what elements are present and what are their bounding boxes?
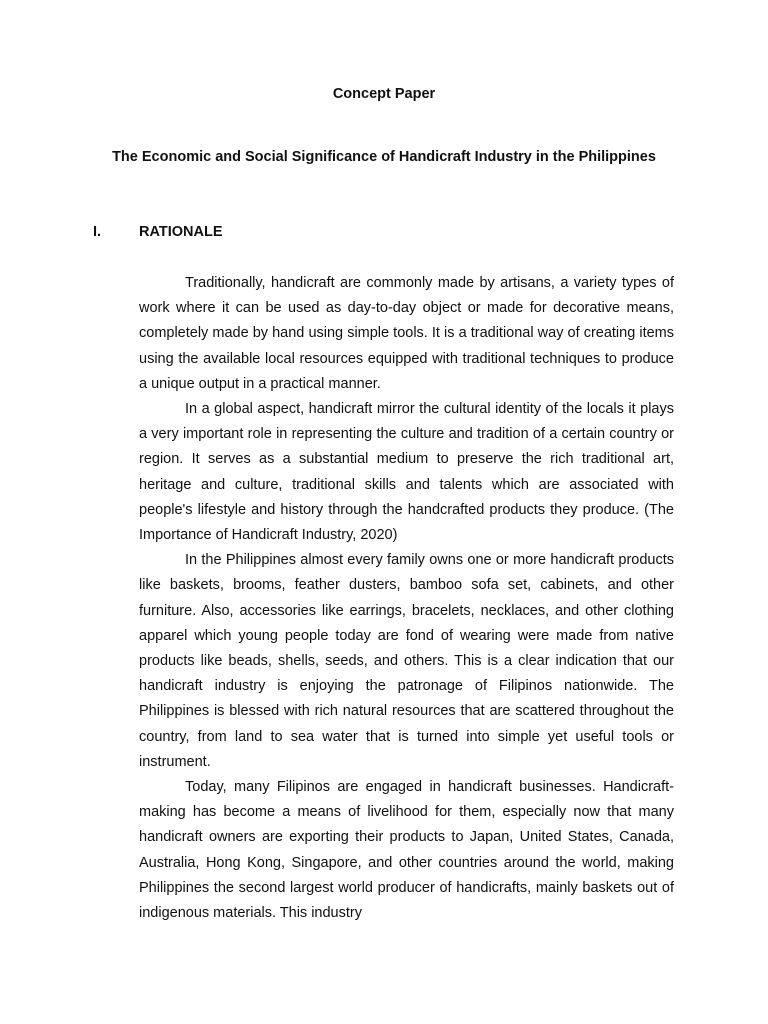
paragraph: Today, many Filipinos are engaged in handicraft businesses. Handicraft-making has become a means of livelihood for them, especially now that many handicraft owners are exporting their products to Japan, United States, Canada, Australia, Hong Kong, Singapore, and other countries around the world, making Philippines the second largest world producer of handicrafts, mainly baskets out of indigenous materials. This industry [139,779,674,922]
document-title: Concept Paper [332,86,436,102]
section-number: I. [93,224,102,240]
section-heading [93,224,393,240]
document-subtitle: The Economic and Social Significance of Handicraft Industry in the Philippines [112,149,656,165]
section-title: RATIONALE [139,224,223,240]
paragraph: In a global aspect, handicraft mirror the cultural identity of the locals it plays a very important role in representing the culture and tradition of a certain country or region. It serves as a substantial medium to preserve the rich traditional art, heritage and culture, traditional skills and talents which are associated with people's lifestyle and history through the handcrafted products they produce. (The Importance of Handicraft Industry, 2020) [139,401,674,544]
section-body [139,271,674,926]
paragraph: In the Philippines almost every family owns one or more handicraft products like baskets, brooms, feather dusters, bamboo sofa set, cabinets, and other furniture. Also, accessories like earrings, bracelets, necklaces, and other clothing apparel which young people today are fond of wearing were made from native products like beads, shells, seeds, and others. This is a clear indication that our handicraft industry is enjoying the patronage of Filipinos nationwide. The Philippines is blessed with rich natural resources that are scattered throughout the country, from land to sea water that is turned into simple yet useful tools or instrument. [139,552,674,770]
paragraph: Traditionally, handicraft are commonly made by artisans, a variety types of work where it can be used as day-to-day object or made for decorative means, completely made by hand using simple tools. It is a traditional way of creating items using the available local resources equipped with traditional techniques to produce a unique output in a practical manner. [139,275,674,392]
